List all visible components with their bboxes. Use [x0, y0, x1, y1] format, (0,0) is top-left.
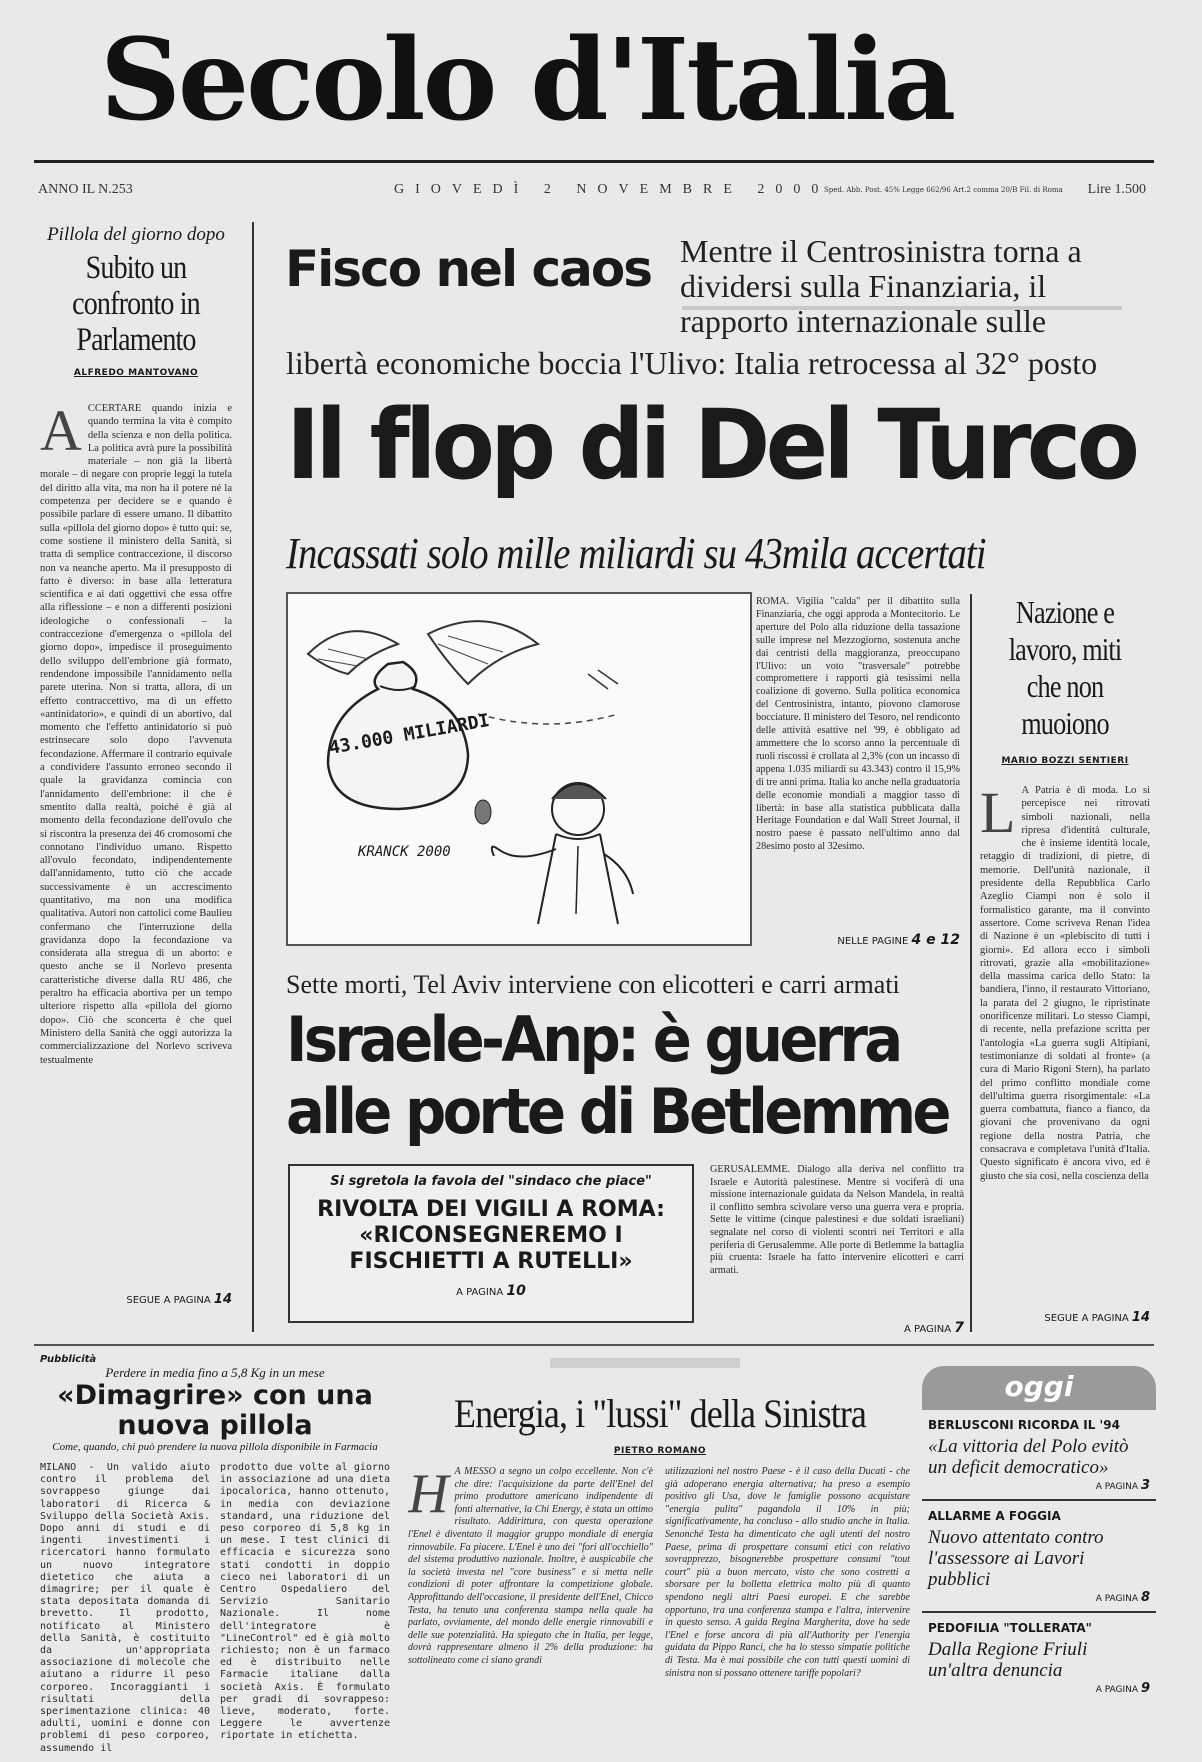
issue-date: GIOVEDÌ 2 NOVEMBRE 2000: [394, 182, 830, 197]
left-article: [40, 224, 232, 1328]
newspaper-masthead: Secolo d'Italia: [100, 15, 954, 146]
vigili-headline: RIVOLTA DEI VIGILI A ROMA: «RICONSEGNEREMO I FISCHIETTI A RUTELLI»: [317, 1197, 665, 1274]
oggi-item[interactable]: ALLARME A FOGGIA Nuovo attentato contro l'assessore ai Lavori pubblici A PAGINA 8: [922, 1501, 1156, 1613]
right-article: [980, 594, 1150, 1325]
vigili-kicker: Si sgretola la favola del "sindaco che piace": [330, 1174, 652, 1189]
israele-page-ref[interactable]: A PAGINA 7: [903, 1320, 964, 1336]
oggi-sidebar: [922, 1366, 1156, 1750]
lead-headline[interactable]: Il flop di Del Turco: [286, 389, 1136, 501]
right-dropcap: L: [980, 784, 1016, 845]
ad-label: Pubblicità: [40, 1354, 97, 1365]
editorial-cartoon: [286, 592, 752, 946]
masthead-rule: [34, 160, 1154, 163]
fisco-headline[interactable]: Fisco nel caos: [285, 240, 651, 298]
right-byline: MARIO BOZZI SENTIERI: [1001, 756, 1129, 766]
issue-number: ANNO IL N.253: [38, 182, 133, 197]
israele-body: GERUSALEMME. Dialogo alla deriva nel conflitto tra Israele e Autorità palestinese. Mentre si vociferà di una missione internazionale guidata da Nelson Mandela, in realtà il conflitto sembra scivolare verso una guerra vera e propria. Sette le vittime (cinque palestinesi e due soldati israeliani) segnalate nel corso di violenti scontri nei Territori e alla periferia di Gerusalemme. Alle porte di Betlemme la battaglia più cruenta: Israele ha fatto intervenire elicotteri e carri armati.: [710, 1164, 964, 1276]
right-continued-on-page[interactable]: SEGUE A PAGINA 14: [1044, 1310, 1150, 1325]
article-headline[interactable]: Subito un confronto in Parlamento: [72, 250, 200, 358]
article-byline: ALFREDO MANTOVANO: [73, 368, 199, 378]
ad-subtitle: Come, quando, chi può prendere la nuova pillola disponibile in Farmacia: [52, 1441, 378, 1453]
energia-column-2: utilizzazioni nel nostro Paese - è il caso della Ducati - che già adoperano energia alternativa; ha preso a esempio positivo gli Usa, dove le famiglie possono acquistare "energia pulita" pagandola il 10% in più; significativamente, ha concluso - allo studio anche in Italia. Senonché Testa ha dimenticato che agli utenti del nostro Paese, prima di prospettare consumi etici con relativo sovrapprezzo, bisognerebbe prospettare consumi "tout court" più a buon mercato, visto che sono costretti a sborsare per la bolletta elettrica molto più di quanto spendono negli altri Paesi europei. E che sarebbe opportuno, tra una conferenza stampa e l'altra, intervenire in questo senso. A guida Regina Margherita, dove ha sede l'Enel e forse ancora di più all'Authority per l'energia guidata da Pippo Ranci, che ha lo stesso simpatie politiche di Testa. Ma è mai possibile che con tutti questi uomini di sinistra non si possano ottenere tariffe popolari?: [665, 1466, 910, 1679]
article-body: ACCERTARE quando inizia e quando termina la vita è compito della scienza e non della politica. La politica avrà pure la possibilità materiale – non già la libertà morale – di negare con proprie leggi la tutela del diritto alla vita, ma non ha il potere né la competenza per decidere se e quando è possibile parlare di essere umano. Il dibattito sulla «pillola del giorno dopo» è tutto qui: se, come sostiene il ministero della Sanità, si tratta di semplice contraccezione, il discorso non va neanche aperto. Ma il presupposto di fatto è diverso: in base alla letteratura scientifica e ai dati oggettivi che essa offre alla riflessione – e non a differenti posizioni ideologiche o confessionali – la contraccezione d'emergenza o «pillola del giorno dopo», impedisce il proseguimento dello sviluppo dell'embrione già formato, rendendone impossibile l'annidamento nella parete uterina. Non si tratta, allora, di un effetto contraccettivo, ma di un effetto «antinidatorio», e quindi di un abortivo, dal momento che l'effetto antinidatorio si può estrinsecare solo dopo l'avvenuta fecondazione. Affermare il contrario equivale a condividere l'assunto erroneo secondo il quale la gravidanza comincia con l'annidamento dell'embrione: il che è smentito dalla realtà, poiché è già al momento della fecondazione dell'ovulo che si riscontra la presenza dei 46 cromosomi che connotano l'individuo umano. Rispetto all'ovulo fecondato, indipendentemente dall'annidamento, tutto ciò che accade successivamente è un accrescimento quantitativo, ma non una modifica qualitativa. Autori non cattolici come Baulieu confermano che l'interruzione della gravidanza dopo la fecondazione va considerata alla stregua di un aborto: e questo anche se il Norlevo presenta caratteristiche diverse dalla RU 486, che peraltro ha efficacia abortiva per un tempo ulteriore rispetto alla «pillola del giorno dopo». Ciò che sconcerta è che quel Ministero della Sanità che oggi autorizza la commercializzazione del Norlevo scriveva testualmente: [40, 402, 232, 1066]
lead-subheadline: Incassati solo mille miliardi su 43mila accertati: [286, 529, 986, 578]
oggi-item[interactable]: PEDOFILIA "TOLLERATA" Dalla Regione Friuli un'altra denuncia A PAGINA 9: [928, 1621, 1150, 1696]
lead-continued-pages[interactable]: NELLE PAGINE 4 e 12: [837, 932, 960, 948]
continued-on-page[interactable]: SEGUE A PAGINA 14: [126, 1292, 232, 1307]
ad-kicker: Perdere in media fino a 5,8 Kg in un mese: [105, 1365, 325, 1380]
energia-shade-bar: [550, 1358, 740, 1368]
oggi-item[interactable]: BERLUSCONI RICORDA IL '94 «La vittoria del Polo evitò un deficit democratico» A PAGINA 3: [922, 1410, 1156, 1501]
issue-price: Lire 1.500: [1087, 182, 1146, 197]
cartoon-bag-label: 43.000 MILIARDI: [327, 710, 492, 759]
right-headline[interactable]: Nazione e lavoro, miti che non muoiono: [1008, 594, 1122, 741]
vigili-page-ref: A PAGINA 10: [456, 1283, 526, 1299]
right-article-body: L A Patria è di moda. Lo si percepisce nei ritrovati simboli nazionali, nella ripresa d'identità culturale, che è insieme identità locale, retaggio di tradizioni, di pietre, di memorie. Dell'unità nazionale, il presidente della Repubblica Carlo Azeglio Ciampi non è solo il formalistico garante, ma il convinto assertore. Come scriveva Renan l'idea di Nazione è un «plebiscito di tutti i giorni». Ed allora ecco i simboli ritrovati, grazie alla «mobilitazione» della massima carica dello Stato: la bandiera, l'inno, il restaurato Vittoriano, la parata del 2 giugno, le ripristinate onorificenze militari. Lo stesso Ciampi, di recente, nella prefazione scritta per l'antologia «La guerra sugli Altipiani, testimonianze di soldati al fronte» (a cura di Mario Rigoni Stern), ha parlato del primo conflitto mondiale come dell'ultima guerra risorgimentale: «La guerra combattuta, fianco a fianco, da giovani che provenivano da ogni regione della nostra Patria, che consacrava e completava l'unità d'Italia. Questo significato è ancora vivo, ed è giusto che sia così, nella coscienza della: [980, 784, 1150, 1182]
fisco-deck-line1: Mentre il Centrosinistra torna a dividersi sulla Finanziaria, il rapporto internazionale sulle: [680, 233, 1082, 339]
vigili-box[interactable]: [288, 1164, 694, 1323]
postal-info: Sped. Abb. Post. 45% Legge 662/96 Art.2 comma 20/B Fil. di Roma: [824, 186, 1063, 194]
advertisement: [40, 1354, 390, 1754]
israele-kicker: Sette morti, Tel Aviv interviene con elicotteri e carri armati: [286, 970, 900, 999]
issue-info-bar: [34, 180, 1154, 204]
cartoon-signature: KRANCK 2000: [358, 844, 451, 860]
column-divider-right: [970, 594, 972, 1332]
bottom-section-rule: [34, 1344, 1154, 1346]
column-divider-left: [252, 222, 254, 1332]
oggi-tab: oggi: [922, 1366, 1156, 1410]
energia-dropcap: H: [408, 1466, 449, 1525]
ad-column-2: prodotto due volte al giorno in associazione ad una dieta ipocalorica, hanno ottenuto, in media con deviazione standard, una riduzione del peso corporeo di 5,8 kg in un mese. I test clinici di efficacia e sicurezza sono stati condotti in doppio cieco nei laboratori di un Centro Ospedaliero del Servizio Sanitario Nazionale. Il nome dell'integratore è "LineControl" ed è già molto richiesto; non è un farmaco ed è distribuito nelle Farmacie italiane dalla società Axis. È formulato per gradi di sovrappeso: lieve, moderato, forte. Leggere le avvertenze riportate in etichetta.: [220, 1462, 390, 1742]
ad-columns: [40, 1462, 390, 1762]
energia-byline: PIETRO ROMANO: [613, 1446, 707, 1456]
israele-headline[interactable]: Israele-Anp: è guerra alle porte di Betlemme: [286, 1003, 948, 1148]
ad-column-1: MILANO - Un valido aiuto contro il problema del sovrappeso giunge dai laboratori di Ricerca & Sviluppo della Società Axis. Dopo anni di studi e di ingenti investimenti i ricercatori hanno formulato un nuovo integratore dietetico che aiuta a dimagrire; per il quale è stata depositata domanda di brevetto. Il prodotto, notificato al Ministero della Sanità, è costituito da un'appropriata associazione di molecole che aiutano a ridurre il peso corporeo. Incoraggianti i risultati della sperimentazione clinica: 40 adulti, uomini e donne con problemi di peso corporeo, assumendo il: [40, 1462, 210, 1754]
energia-columns: [408, 1466, 910, 1750]
energia-column-1: H A MESSO a segno un colpo eccellente. Non c'è che dire: l'acquisizione da parte dell'Enel del primo produttore americano indipendente di fonti alternative, la Chi Energy, è stata un ottimo risultato. Addirittura, con questa operazione l'Enel è diventato il maggior gruppo mondiale di energia rinnovabile. Fa piacere. L'Enel è uno dei "fori all'occhiello" del sistema produttivo nazionale. Inoltre, è auspicabile che la società investa nel "core business" e si metta nelle condizioni di poter affrontare la competizione globale. Approfittando dell'occasione, il presidente dell'Enel, Chicco Testa, ha tenuto una conferenza stampa nella quale ha parlato, ovviamente, del mondo delle energie rinnovabili e delle sue potenzialità. Ha spiegato che in Italia, per legge, dovrà rappresentare almeno il 2% della produzione: ha sottolineato come ci siano grandi: [408, 1466, 653, 1666]
article-kicker: Pillola del giorno dopo: [47, 224, 225, 245]
ad-headline[interactable]: «Dimagrire» con una nuova pillola: [57, 1380, 373, 1441]
cartoon-drawing: [288, 594, 750, 944]
fisco-deck-line2: libertà economiche boccia l'Ulivo: Italia retrocessa al 32° posto: [286, 345, 1098, 381]
lead-article-body: ROMA. Vigilia "calda" per il dibattito sulla Finanziaria, che oggi approda a Montecitorio. Le aperture del Polo alla riduzione della tassazione sulle imprese nel Mezzogiorno, sostenuta anche dai centristi della maggioranza, preoccupano l'Ulivo: un voto "trasversale" potrebbe compromettere i rapporti già tesissimi nella coalizione di governo. Sulla politica economica del Centrosinistra, intanto, piovono clamorose bocciature. Il ministero del Tesoro, nel rendiconto delle attività esattive nel '99, è obbligato ad ammettere che lo scorso anno la percentuale di ruoli riscossi è crollata al 2,3% (con un incasso di appena 1.035 miliardi su 43.343) contro il 15,9% di tre anni prima. Italia ko anche nella graduatoria delle economie mondiali a maggior tasso di libertà: in base alla statistica pubblicata dalla Heritage Foundation e dal Wall Street Journal, il nostro paese è passato nell'ultimo anno dal 28esimo posto al 32esimo.: [756, 596, 960, 853]
dropcap: A: [40, 402, 82, 463]
energia-headline[interactable]: Energia, i "lussi" della Sinistra: [454, 1391, 866, 1436]
